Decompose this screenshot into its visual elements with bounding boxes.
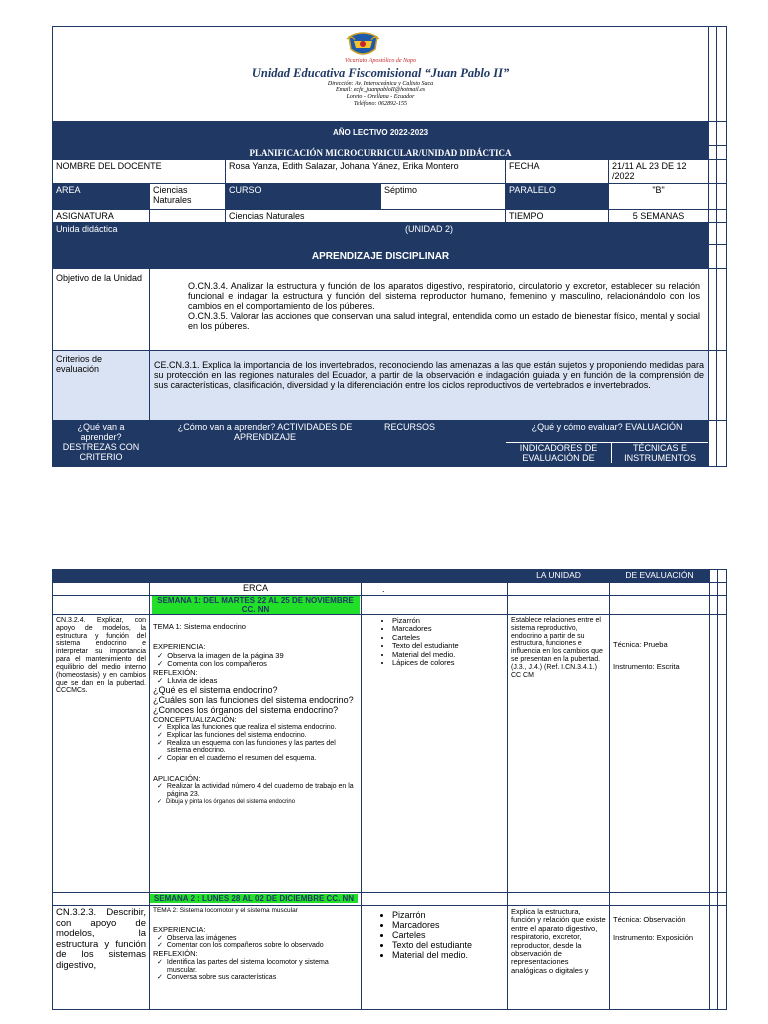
school-email: Email: ecfe_juanpabloII@hotmail.es	[335, 87, 426, 94]
col-actividades: ¿Cómo van a aprender? ACTIVIDADES DE APRENDIZAJE	[150, 421, 381, 467]
conceptualizacion-1-label: CONCEPTUALIZACIÓN:	[153, 714, 237, 724]
docente-value: Rosa Yanza, Edith Salazar, Johana Yánez, Erika Montero	[226, 160, 506, 184]
reflexion-1-item: ✓ Lluvia de ideas	[167, 677, 358, 685]
school-crest-icon	[346, 29, 380, 59]
planning-header-table	[52, 26, 727, 467]
school-name: Unidad Educativa Fiscomisional “Juan Pablo II”	[251, 65, 510, 80]
objetivo-label: Objetivo de la Unidad	[53, 269, 150, 351]
conceptualizacion-1-item: ✓ Explicar las funciones del sistema endocrino.	[167, 732, 358, 740]
question-3: ¿Conoces los órganos del sistema endocrino?	[153, 705, 339, 716]
indicador-2: Explica la estructura, función y relación que existe entre el aparato digestivo, respiratorio, excretor, reproductor, desde la observación de representaciones analógicas o digitales y	[508, 905, 610, 1009]
recurso-item: • Carteles	[392, 930, 504, 940]
recursos-1-list	[382, 617, 504, 667]
fecha-label: FECHA	[506, 160, 609, 184]
experiencia-1-item: ✓ Observa la imagen de la página 39	[167, 652, 358, 660]
recurso-item: • Carteles	[392, 634, 504, 642]
aplicacion-1-item: ✓ Dibuja y pinta los órganos del sistema endocrino	[167, 799, 358, 806]
vicariate-text: Vicariato Apostólico de Napo	[345, 58, 416, 64]
recurso-item: • Material del medio.	[392, 651, 504, 659]
area-value: Ciencias Naturales	[150, 184, 226, 210]
recurso-item: • Material del medio.	[392, 950, 504, 960]
question-2: ¿Cuáles son las funciones del sistema endocrino?	[153, 695, 354, 706]
recurso-item: • Texto del estudiante	[392, 940, 504, 950]
recursos-1	[362, 614, 508, 892]
conceptualizacion-1-item: ✓ Explica las funciones que realiza el sistema endocrino.	[167, 724, 358, 732]
aplicacion-1-label: APLICACIÓN:	[153, 774, 201, 784]
indicador-1: Establece relaciones entre el sistema reproductivo, endocrino a partir de su estructura, funciones e influencia en los cambios que se presentan en la pubertad. (J.3., J.4.) (Ref. I.CN.3.4.1.) CC CM	[508, 614, 610, 892]
recurso-item: • Texto del estudiante	[392, 642, 504, 650]
destreza-1: CN.3.2.4. Explicar, con apoyo de modelos, la estructura y función del sistema endocrino e interpretar su importancia para el mantenimiento del equilibrio del medio interno (homeostasis) y en cambios que se dan en la pubertad. CCCMCs.	[53, 614, 150, 892]
experiencia-1-list	[153, 652, 358, 669]
aplicacion-1-item: ✓ Realizar la actividad número 4 del cuaderno de trabajo en la página 23.	[167, 783, 358, 799]
actividades-1	[150, 614, 362, 892]
plan-title: PLANIFICACIÓN MICROCURRICULAR/UNIDAD DIDÁCTICA	[53, 146, 709, 160]
recurso-item: • Marcadores	[392, 625, 504, 633]
actividades-2	[150, 905, 362, 1009]
tecnicas-1	[610, 614, 710, 892]
tiempo-label: TIEMPO	[506, 210, 609, 223]
asignatura-label: ASIGNATURA	[53, 210, 150, 223]
reflexion-2-label: REFLEXIÓN:	[153, 949, 198, 959]
instrumento-2: Instrumento: Exposición	[613, 933, 694, 943]
criterios-value: CE.CN.3.1. Explica la importancia de los invertebrados, reconociendo las amenazas a las que están sujetos y proponiendo medidas para su protección en las regiones naturales del Ecuador, a partir de la observación e indagación guiada y en función de la comprensión de sus características, clasificación, diversidad y la diferenciación entre los ciclos reproductivos de vertebrados e invertebrados.	[150, 351, 709, 421]
col-destrezas: ¿Qué van a aprender? DESTREZAS CON CRITERIO	[53, 421, 150, 467]
recurso-item: • Pizarrón	[392, 617, 504, 625]
experiencia-2-item: ✓ Observa las imágenes	[167, 935, 358, 943]
objetivo-1: O.CN.3.4. Analizar la estructura y función de los aparatos digestivo, respiratorio, circulatorio y excretor, establecer su relación funcional e indagar la estructura y función del sistema reproductor humano, femenino y masculino, relacionándolo con los cambios en el comportamiento de los púberes.	[188, 281, 701, 312]
col-evaluacion	[506, 421, 709, 467]
tiempo-value: 5 SEMANAS	[609, 210, 709, 223]
reflexion-1-list	[153, 677, 358, 685]
curso-value: Séptimo	[381, 184, 506, 210]
school-phone: Teléfono: 062892-155	[354, 100, 407, 107]
semana-1-banner: SEMANA 1: DEL MARTES 22 AL 25 DE NOVIEMBRE CC. NN	[152, 596, 360, 614]
school-address: Dirección: Av. Interoceánica y Calixto Saca	[327, 80, 434, 87]
paralelo-label: PARALELO	[506, 184, 609, 210]
tema-2: TEMA 2: Sistema locomotor y el sistema muscular	[153, 906, 298, 914]
criterios-label: Criterios de evaluación	[53, 351, 150, 421]
conceptualizacion-1-item: ✓ Realiza un esquema con las funciones y las partes del sistema endocrino.	[167, 740, 358, 756]
paralelo-value: "B"	[609, 184, 709, 210]
unidad-value: (UNIDAD 2)	[150, 223, 709, 245]
experiencia-1-label: EXPERIENCIA:	[153, 642, 206, 652]
reflexion-2-item: ✓ Identifica las partes del sistema locomotor y sistema muscular.	[167, 959, 358, 975]
recurso-item: • Pizarrón	[392, 910, 504, 920]
experiencia-2-list	[153, 935, 358, 951]
tema-1: TEMA 1: Sistema endocrino	[153, 621, 246, 631]
objetivo-value	[150, 269, 709, 351]
area-label: AREA	[53, 184, 150, 210]
reflexion-2-list	[153, 959, 358, 982]
instrumento-1: Instrumento: Escrita	[613, 662, 680, 672]
docente-label: NOMBRE DEL DOCENTE	[53, 160, 226, 184]
question-1: ¿Qué es el sistema endocrino?	[153, 685, 278, 696]
col-indicadores: INDICADORES DE EVALUACIÓN DE	[506, 443, 612, 463]
header-erca: ERCA	[150, 582, 362, 595]
asignatura-value: Ciencias Naturales	[226, 210, 506, 223]
unidad-label: Unida didáctica	[53, 223, 150, 245]
school-year: AÑO LECTIVO 2022-2023	[53, 122, 709, 146]
recurso-item: • Marcadores	[392, 920, 504, 930]
conceptualizacion-1-item: ✓ Copiar en el cuaderno el resumen del esquema.	[167, 755, 358, 763]
tecnica-2: Técnica: Observación	[613, 914, 686, 924]
curso-label: CURSO	[226, 184, 381, 210]
col-recursos: RECURSOS	[381, 421, 506, 467]
weekly-plan-section	[52, 569, 726, 1010]
semana-2-banner: SEMANA 2 : LUNES 28 AL 02 DE DICIEMBRE CC. NN	[150, 894, 358, 903]
header-de-evaluacion: DE EVALUACIÓN	[610, 570, 710, 583]
experiencia-2-item: ✓ Comentar con los compañeros sobre lo observado	[167, 942, 358, 950]
col-evaluacion-title: ¿Qué y cómo evaluar? EVALUACIÓN	[531, 422, 683, 433]
reflexion-2-item: ✓ Conversa sobre sus características	[167, 974, 358, 982]
school-city: Loreto - Orellana - Ecuador	[346, 94, 415, 101]
planning-header-section	[52, 26, 726, 467]
objetivo-2: O.CN.3.5. Valorar las acciones que conservan una salud integral, entendida como un estado de bienestar físico, mental y social en los púberes.	[188, 311, 701, 332]
weekly-plan-table	[52, 569, 727, 1010]
reflexion-1-label: REFLEXIÓN:	[153, 667, 198, 677]
aplicacion-1-list	[153, 783, 358, 805]
recursos-2-list	[382, 910, 504, 960]
header-dot: .	[362, 582, 508, 595]
tecnica-1: Técnica: Prueba	[613, 639, 668, 649]
col-tecnicas: TÉCNICAS E INSTRUMENTOS	[624, 443, 696, 464]
header-la-unidad: LA UNIDAD	[508, 570, 610, 583]
recurso-item: • Lápices de colores	[392, 659, 504, 667]
recursos-2	[362, 905, 508, 1009]
aprendizaje-heading: APRENDIZAJE DISCIPLINAR	[53, 245, 709, 269]
fecha-value: 21/11 AL 23 DE 12 /2022	[609, 160, 709, 184]
school-header	[53, 27, 709, 122]
tecnicas-2	[610, 905, 710, 1009]
destreza-2: CN.3.2.3. Describir, con apoyo de modelos, la estructura y función de los sistemas digestivo,	[53, 905, 150, 1009]
conceptualizacion-1-list	[153, 724, 358, 763]
experiencia-1-item: ✓ Comenta con los compañeros	[167, 660, 358, 668]
experiencia-2-label: EXPERIENCIA:	[153, 925, 206, 935]
